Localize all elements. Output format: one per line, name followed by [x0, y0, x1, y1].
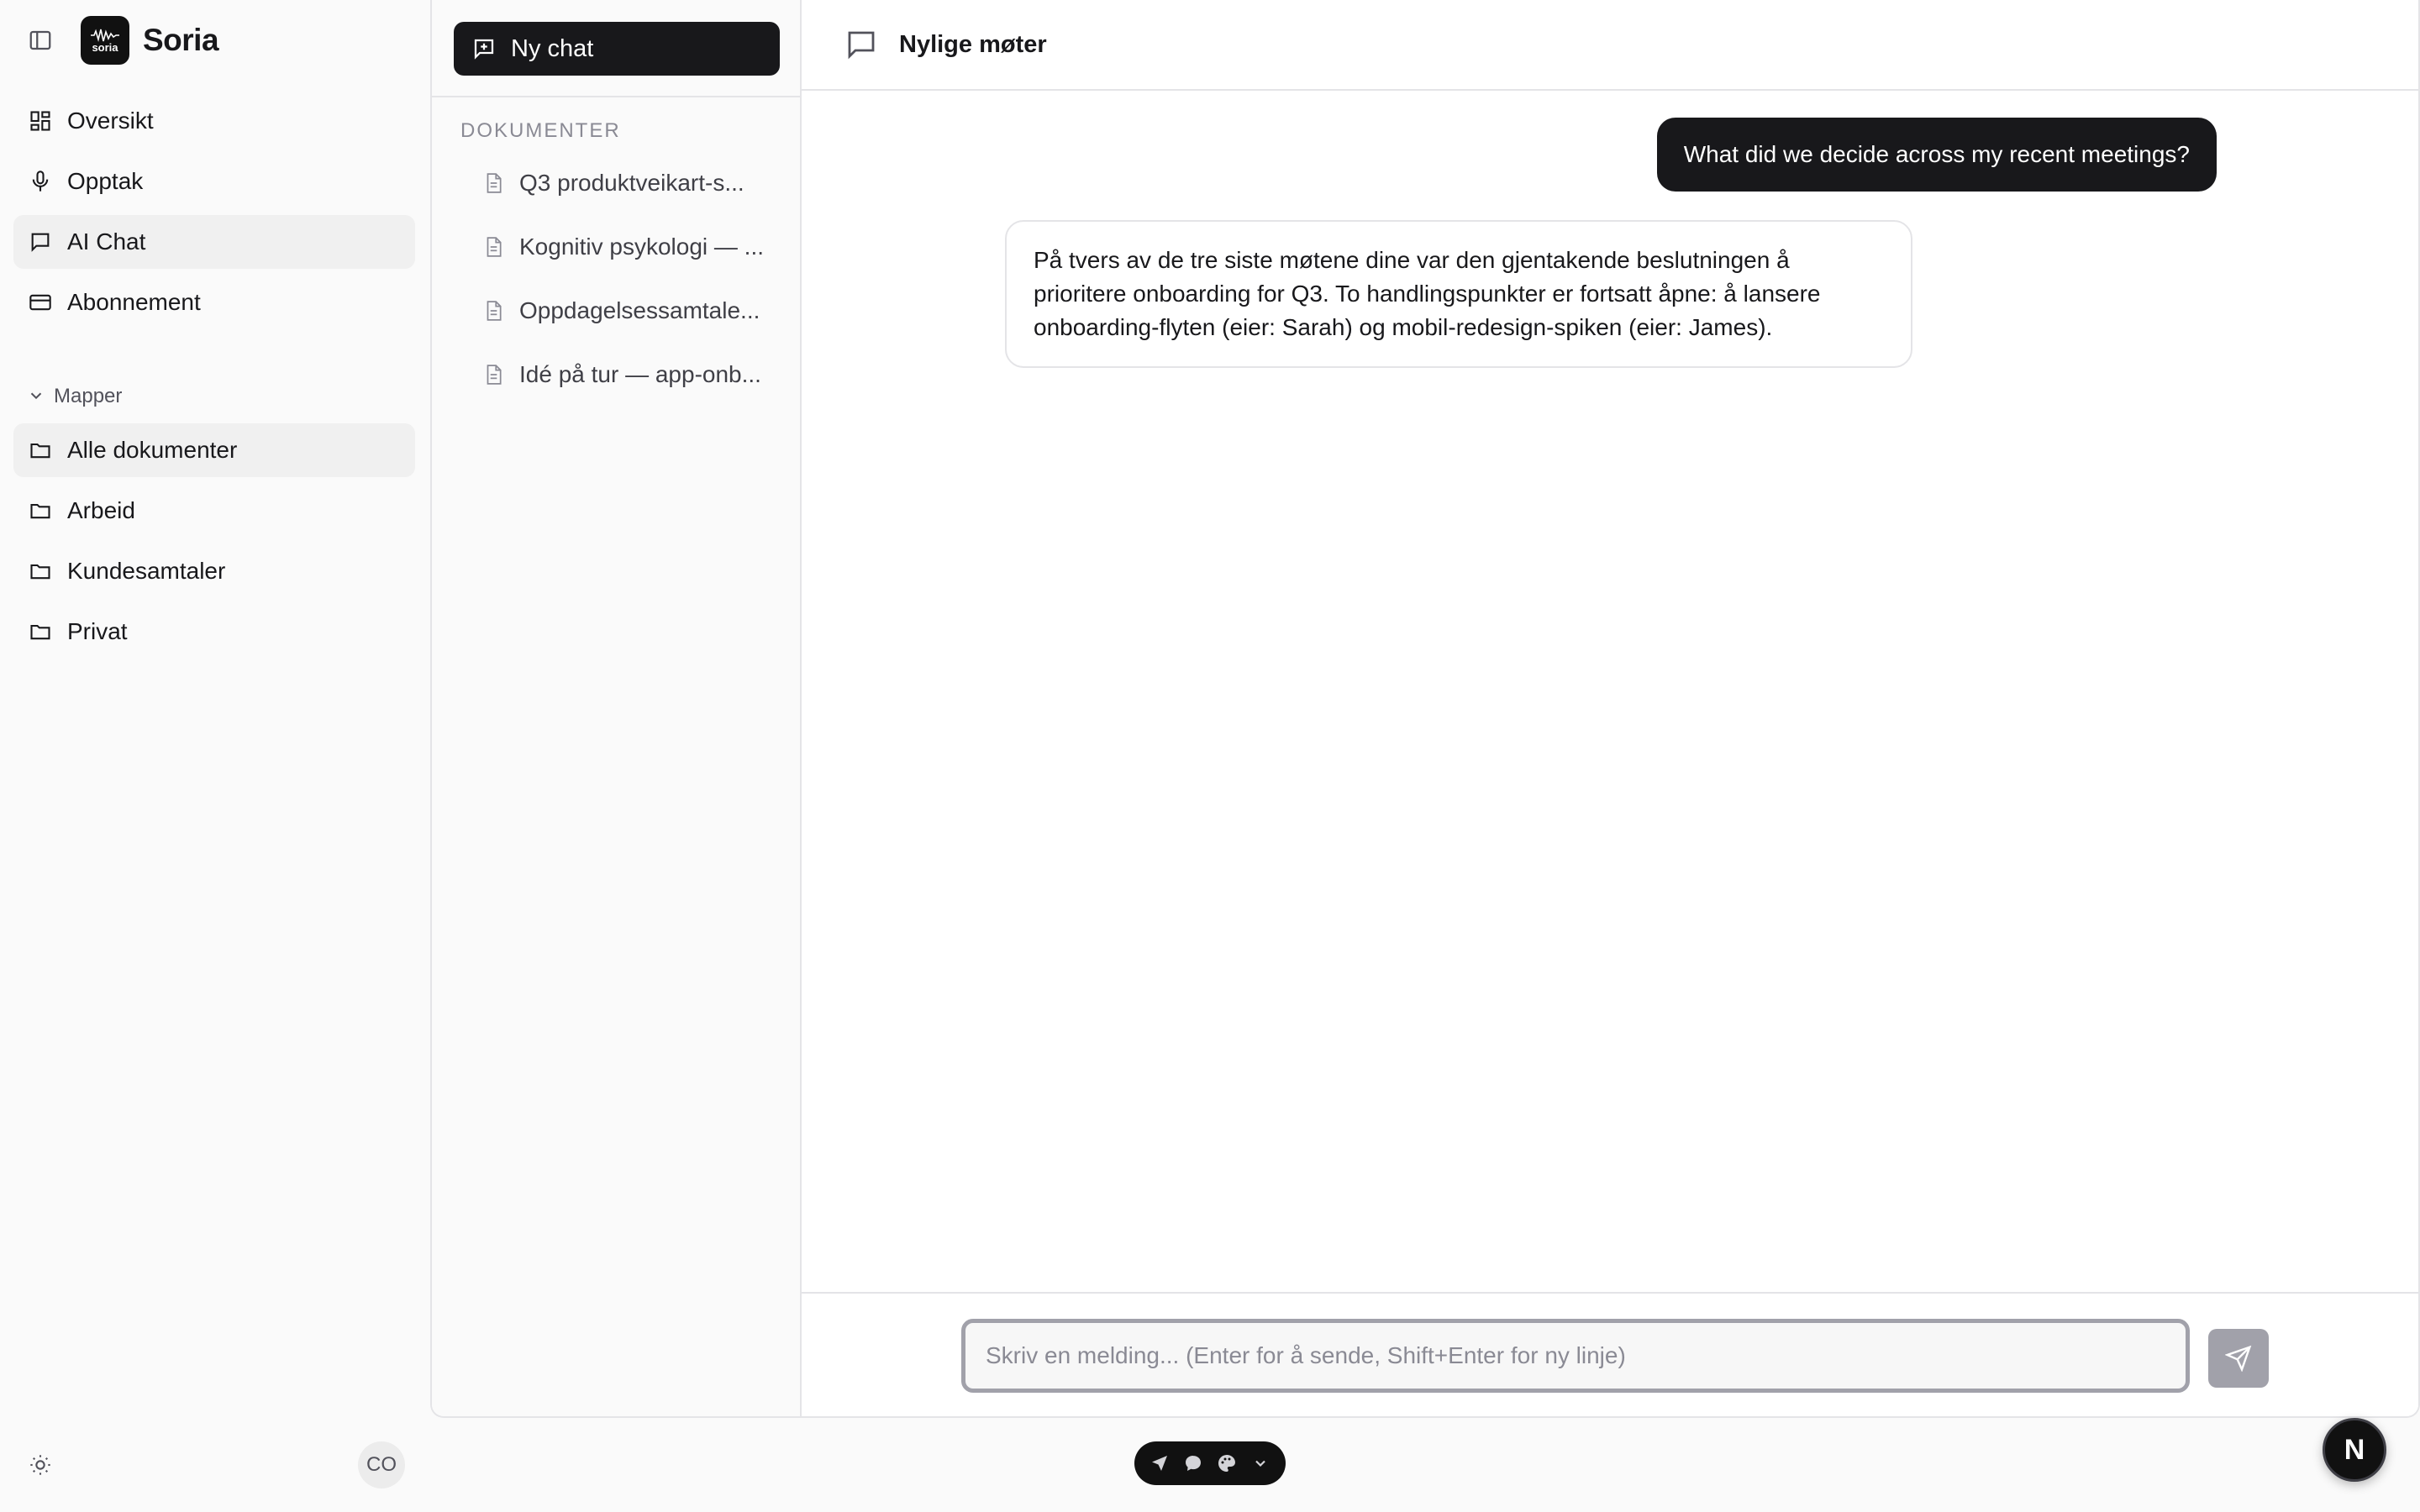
- credit-card-icon: [27, 289, 54, 316]
- folder-item-privat[interactable]: [13, 605, 415, 659]
- assistant-message: På tvers av de tre siste møtene dine var den gjentakende beslutningen å prioritere onboarding for Q3. To handlingspunkter er fortsatt åpne: å lansere onboarding-flyten (eier: Sarah) og mobil-redesign-spiken (eier: James).: [1005, 220, 1912, 368]
- main-panel: [430, 0, 2420, 1418]
- folder-item-label: Privat: [67, 618, 128, 644]
- folder-icon: [27, 437, 54, 464]
- document-item[interactable]: [454, 156, 780, 210]
- nav-item-oversikt[interactable]: [13, 94, 415, 148]
- send-icon: [2225, 1345, 2252, 1372]
- new-chat-icon: [471, 35, 497, 62]
- documents-panel: [432, 0, 802, 1416]
- chevron-down-icon: [27, 386, 47, 407]
- folder-icon: [27, 558, 54, 585]
- folder-item-label: Alle dokumenter: [67, 437, 238, 463]
- main-nav: [13, 94, 415, 336]
- chevron-down-icon[interactable]: [1249, 1452, 1271, 1474]
- chat-panel: [802, 0, 2418, 1416]
- document-item[interactable]: [454, 220, 780, 274]
- document-item[interactable]: [454, 348, 780, 402]
- document-icon: [482, 236, 504, 258]
- message-input[interactable]: [961, 1319, 2190, 1393]
- folders-heading[interactable]: [27, 380, 122, 413]
- document-title: Oppdagelsessamtale...: [519, 297, 760, 323]
- document-title: Kognitiv psykologi — ...: [519, 234, 765, 260]
- folder-list: [13, 423, 415, 665]
- navigation-arrow-icon[interactable]: [1149, 1452, 1171, 1474]
- folder-icon: [27, 497, 54, 524]
- brand-name: Soria: [143, 23, 219, 57]
- folder-item-arbeid[interactable]: [13, 484, 415, 538]
- user-message: What did we decide across my recent meetings?: [1657, 118, 2217, 192]
- chat-title: Nylige møter: [899, 30, 1047, 58]
- document-icon: [482, 300, 504, 322]
- send-button[interactable]: [2208, 1329, 2269, 1388]
- nav-item-abonnement[interactable]: [13, 276, 415, 329]
- divider: [432, 96, 800, 97]
- document-title: Idé på tur — app-onb...: [519, 361, 761, 387]
- nav-item-label: Oversikt: [67, 108, 154, 134]
- nav-item-opptak[interactable]: [13, 155, 415, 208]
- folders-heading-label: Mapper: [54, 385, 123, 407]
- user-avatar[interactable]: CO: [358, 1441, 405, 1488]
- theme-toggle-sun-icon[interactable]: [25, 1450, 55, 1480]
- microphone-icon: [27, 168, 54, 195]
- chat-header: [802, 0, 2418, 91]
- documents-section-label: DOKUMENTER: [460, 119, 621, 142]
- logo-wordmark: soria: [92, 40, 118, 54]
- nav-item-ai-chat[interactable]: [13, 215, 415, 269]
- document-icon: [482, 172, 504, 194]
- document-icon: [482, 364, 504, 386]
- document-title: Q3 produktveikart-s...: [519, 170, 744, 196]
- chat-icon: [27, 228, 54, 255]
- nav-item-label: Abonnement: [67, 289, 201, 315]
- sidebar-toggle-icon[interactable]: [25, 25, 55, 55]
- document-list: [454, 156, 780, 412]
- folder-item-alle-dokumenter[interactable]: [13, 423, 415, 477]
- app-logo[interactable]: [81, 16, 129, 65]
- new-chat-button[interactable]: [454, 22, 780, 76]
- chat-bubble-icon: [844, 27, 879, 62]
- sidebar-header: [25, 15, 218, 66]
- nav-item-label: AI Chat: [67, 228, 146, 255]
- comment-icon[interactable]: [1182, 1452, 1204, 1474]
- folder-item-label: Kundesamtaler: [67, 558, 226, 584]
- dashboard-icon: [27, 108, 54, 134]
- dev-tools-badge[interactable]: N: [2323, 1418, 2386, 1482]
- folder-icon: [27, 618, 54, 645]
- new-chat-label: Ny chat: [511, 34, 594, 62]
- palette-icon[interactable]: [1216, 1452, 1238, 1474]
- composer: [802, 1292, 2418, 1418]
- document-item[interactable]: [454, 284, 780, 338]
- sidebar: [0, 0, 429, 1512]
- folder-item-label: Arbeid: [67, 497, 135, 523]
- folder-item-kundesamtaler[interactable]: [13, 544, 415, 598]
- floating-toolbar[interactable]: [1134, 1441, 1286, 1485]
- nav-item-label: Opptak: [67, 168, 144, 194]
